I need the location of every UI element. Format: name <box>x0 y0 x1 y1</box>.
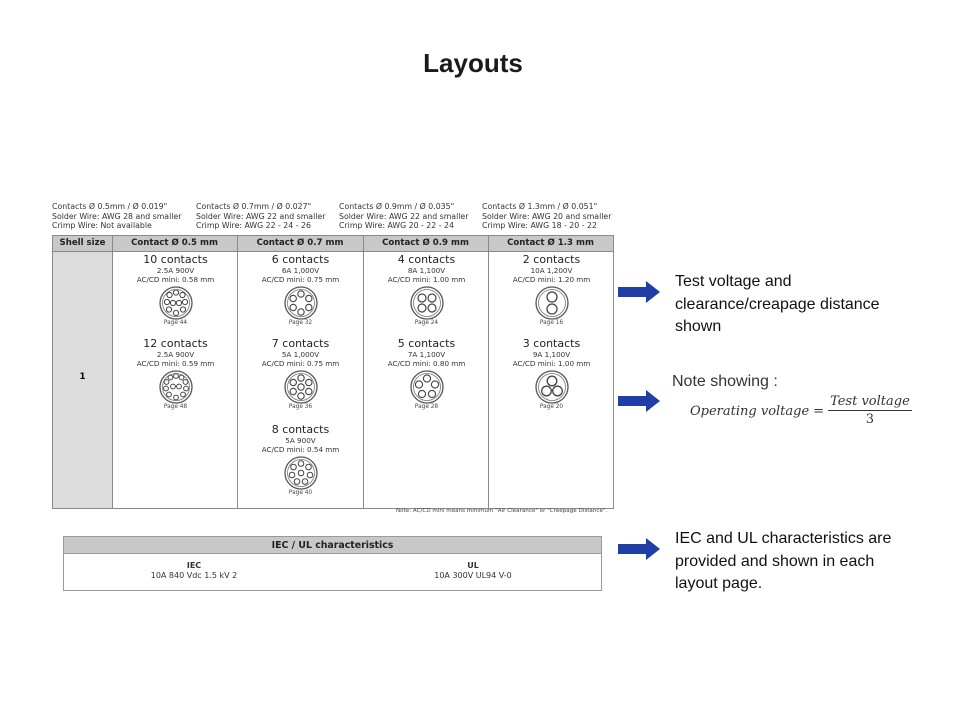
iec-label: IEC <box>186 561 202 570</box>
callout-line: Test voltage and <box>675 273 792 290</box>
spec-solder: Solder Wire: AWG 28 and smaller <box>52 211 182 221</box>
layout-entry-8-contacts <box>238 424 363 497</box>
spec-contacts: Contacts Ø 0.9mm / Ø 0.035" <box>339 202 455 211</box>
formula-numerator: Test voltage <box>830 394 910 409</box>
layout-entry-10-contacts <box>113 254 238 327</box>
connector-8-contacts-icon <box>284 456 318 490</box>
rating: 8A 1,100V <box>407 266 446 275</box>
acdc-mini: AC/CD mini: 0.80 mm <box>387 359 466 368</box>
ul-column <box>344 561 602 581</box>
spec-contacts: Contacts Ø 1.3mm / Ø 0.051" <box>482 202 598 211</box>
connector-10-contacts-icon <box>159 286 193 320</box>
contact-count: 4 contacts <box>397 253 456 266</box>
formula-fraction <box>828 394 912 429</box>
iec-ul-title: IEC / UL characteristics <box>64 537 601 554</box>
iec-value: 10A 840 Vdc 1.5 kV 2 <box>150 571 238 580</box>
arrow-right-icon <box>618 281 660 303</box>
spec-solder: Solder Wire: AWG 22 and smaller <box>339 211 469 221</box>
acdc-mini: AC/CD mini: 1.00 mm <box>512 359 591 368</box>
rating: 5A 900V <box>285 436 316 445</box>
connector-6-contacts-icon <box>284 286 318 320</box>
connector-4-contacts-icon <box>410 286 444 320</box>
page-ref: Page 36 <box>288 404 313 410</box>
spec-block-0-9mm <box>339 202 468 231</box>
rating: 2.5A 900V <box>156 266 195 275</box>
connector-3-contacts-icon <box>535 370 569 404</box>
page-ref: Page 28 <box>414 404 439 410</box>
page-ref: Page 32 <box>288 320 313 326</box>
contact-count: 10 contacts <box>143 253 208 266</box>
spec-contacts: Contacts Ø 0.5mm / Ø 0.019" <box>52 202 168 211</box>
callout-line: clearance/creapage distance <box>675 295 880 313</box>
contact-count: 2 contacts <box>522 253 581 266</box>
contact-count: 7 contacts <box>271 337 330 350</box>
page-ref: Page 48 <box>163 404 188 410</box>
spec-block-0-5mm <box>52 202 181 231</box>
page-ref: Page 40 <box>288 490 313 496</box>
layout-entry-3-contacts <box>489 338 614 411</box>
spec-contacts: Contacts Ø 0.7mm / Ø 0.027" <box>196 202 312 211</box>
rating: 6A 1,000V <box>281 266 320 275</box>
page-ref: Page 16 <box>539 320 564 326</box>
header-shell-size: Shell size <box>59 238 106 248</box>
iec-ul-table <box>63 536 602 591</box>
header-contact-0-9: Contact Ø 0.9 mm <box>382 238 469 248</box>
layout-entry-5-contacts <box>364 338 489 411</box>
callout-line: shown <box>675 318 722 335</box>
connector-7-contacts-icon <box>284 370 318 404</box>
spec-crimp: Crimp Wire: Not available <box>52 221 152 231</box>
contact-count: 3 contacts <box>522 337 581 350</box>
table-footnote: Note: AC/CD mini means minimum "Air Clearance" or "Creepage Distance". <box>396 508 608 514</box>
contact-count: 5 contacts <box>397 337 456 350</box>
callout-line: IEC and UL characteristics are <box>675 530 892 547</box>
acdc-mini: AC/CD mini: 0.58 mm <box>136 275 215 284</box>
spec-block-1-3mm <box>482 202 611 231</box>
connector-5-contacts-icon <box>410 370 444 404</box>
rating: 7A 1,100V <box>407 350 446 359</box>
ul-value: 10A 300V UL94 V-0 <box>434 571 512 580</box>
arrow-right-icon <box>618 390 660 412</box>
callout-test-voltage <box>675 271 880 339</box>
spec-solder: Solder Wire: AWG 22 and smaller <box>196 211 326 221</box>
callout-line: layout page. <box>675 575 763 592</box>
rating: 10A 1,200V <box>530 266 573 275</box>
shell-size-value: 1 <box>79 372 86 382</box>
callout-line: provided and shown in each <box>675 552 875 570</box>
layout-entry-7-contacts <box>238 338 363 411</box>
page-ref: Page 20 <box>539 404 564 410</box>
layout-entry-4-contacts <box>364 254 489 327</box>
acdc-mini: AC/CD mini: 1.20 mm <box>512 275 591 284</box>
connector-12-contacts-icon <box>159 370 193 404</box>
layout-entry-12-contacts <box>113 338 238 411</box>
acdc-mini: AC/CD mini: 0.59 mm <box>136 359 215 368</box>
spec-crimp: Crimp Wire: AWG 20 - 22 - 24 <box>339 221 454 231</box>
layout-entry-2-contacts <box>489 254 614 327</box>
formula-equals: = <box>813 404 825 419</box>
rating: 9A 1,100V <box>532 350 571 359</box>
page-ref: Page 44 <box>163 320 188 326</box>
layout-table-header <box>53 236 613 252</box>
acdc-mini: AC/CD mini: 0.75 mm <box>261 359 340 368</box>
header-contact-1-3: Contact Ø 1.3 mm <box>507 238 594 248</box>
contact-count: 8 contacts <box>271 423 330 436</box>
spec-block-0-7mm <box>196 202 325 231</box>
layout-entry-6-contacts <box>238 254 363 327</box>
slide-title: Layouts <box>423 48 523 78</box>
rating: 2.5A 900V <box>156 350 195 359</box>
formula-lhs: Operating voltage <box>690 404 810 419</box>
acdc-mini: AC/CD mini: 1.00 mm <box>387 275 466 284</box>
layout-table <box>52 235 614 509</box>
note-heading: Note showing : <box>672 373 778 390</box>
ul-label: UL <box>467 561 479 570</box>
contact-count: 6 contacts <box>271 253 330 266</box>
operating-voltage-formula <box>690 394 912 429</box>
connector-2-contacts-icon <box>535 286 569 320</box>
header-contact-0-7: Contact Ø 0.7 mm <box>256 238 344 248</box>
acdc-mini: AC/CD mini: 0.75 mm <box>261 275 340 284</box>
spec-solder: Solder Wire: AWG 20 and smaller <box>482 211 612 221</box>
spec-crimp: Crimp Wire: AWG 18 - 20 - 22 <box>482 221 597 231</box>
arrow-right-icon <box>618 538 660 560</box>
spec-crimp: Crimp Wire: AWG 22 - 24 - 26 <box>196 221 311 231</box>
header-contact-0-5: Contact Ø 0.5 mm <box>131 238 218 248</box>
callout-iec-ul <box>675 528 891 596</box>
acdc-mini: AC/CD mini: 0.54 mm <box>261 445 340 454</box>
formula-denominator: 3 <box>865 412 875 427</box>
page-ref: Page 24 <box>414 320 439 326</box>
contact-count: 12 contacts <box>143 337 208 350</box>
rating: 5A 1,000V <box>281 350 320 359</box>
iec-column <box>64 561 324 581</box>
